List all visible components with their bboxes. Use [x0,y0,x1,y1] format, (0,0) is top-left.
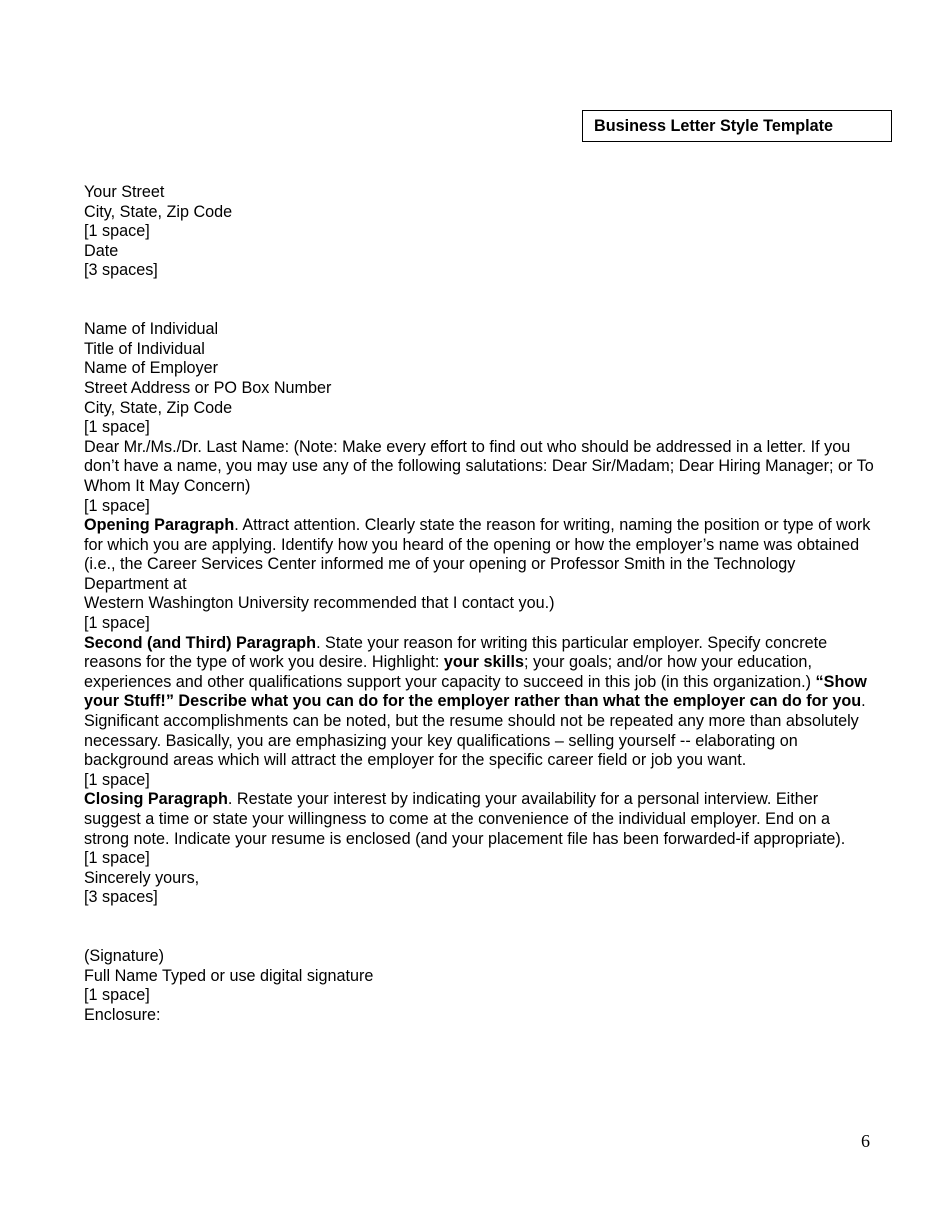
sender-space-note: [1 space] [84,222,150,241]
blank-gap [84,281,874,320]
recipient-city-line: City, State, Zip Code [84,398,233,417]
opening-paragraph [84,516,874,594]
salutation-paragraph: Dear Mr./Ms./Dr. Last Name: (Note: Make every effort to find out who should be addressed in a letter. If you don’t have a name, you may use any of the following salutations: Dear Sir/Madam; Dear Hiring Manager; or To Whom It May Concern) [84,437,874,495]
recipient-employer: Name of Employer [84,359,219,378]
salutation-space-note: [1 space] [84,496,150,515]
sender-street: Your Street [84,183,165,201]
recipient-title: Title of Individual [84,339,205,358]
opening-text: . Attract attention. Clearly state the reason for writing, naming the position or type of work for which you are applying. Identify how you heard of the opening or how the employer’s name was obtained (i.e., the Career Services Center informed me of your opening or Professor Smith in the Technology Department at [84,516,871,593]
second-text-a: . State your reason for writing this particular employer. Specify concrete reasons for the type of work you desire. Highlight: [84,633,828,672]
sender-spaces-note: [3 spaces] [84,261,158,280]
second-text-c: . Significant accomplishments can be noted, but the resume should not be repeated any more than absolutely necessary. Basically, you are emphasizing your key qualifications – selling yourself -- elaborating on background areas which will attract the employer for the specific career field or job you want. [84,692,866,770]
letter-body [84,183,874,1026]
template-title-box [582,110,892,142]
second-space-note: [1 space] [84,770,150,789]
second-heading: Second (and Third) Paragraph [84,633,317,652]
closing-heading: Closing Paragraph [84,790,228,809]
closing-space-note: [1 space] [84,849,150,868]
closing-paragraph [84,790,874,849]
second-bold-show: “Show your Stuff!” Describe what you can do for the employer rather than what the employer can do for you [84,672,867,711]
blank-gap [84,908,874,947]
second-text-b: ; your goals; and/or how your education, experiences and other qualifications support your capacity to succeed in this job (in this organization.) [84,653,816,691]
opening-text-line2: Western Washington University recommended that I contact you.) [84,594,555,613]
page-number: 6 [861,1131,870,1151]
recipient-name: Name of Individual [84,320,219,339]
sender-city-line: City, State, Zip Code [84,202,233,221]
signoff-space-note: [1 space] [84,986,150,1005]
signoff-spaces-note: [3 spaces] [84,888,158,907]
sender-date: Date [84,241,119,260]
full-name-placeholder: Full Name Typed or use digital signature [84,966,374,985]
enclosure-label: Enclosure: [84,1005,161,1024]
opening-space-note: [1 space] [84,614,150,633]
recipient-street: Street Address or PO Box Number [84,378,332,397]
second-bold-skills: your skills [443,653,524,672]
template-title: Business Letter Style Template [594,117,833,135]
opening-heading: Opening Paragraph [84,516,235,535]
complimentary-close: Sincerely yours, [84,868,200,887]
recipient-space-note: [1 space] [84,418,150,437]
second-paragraph [84,634,874,771]
signature-placeholder: (Signature) [84,947,165,966]
closing-text: . Restate your interest by indicating your availability for a personal interview. Either suggest a time or state your willingness to come at the convenience of the individual employer. End on a strong note. Indicate your resume is enclosed (and your placement file has been forwarded-if appropriate). [84,790,846,848]
